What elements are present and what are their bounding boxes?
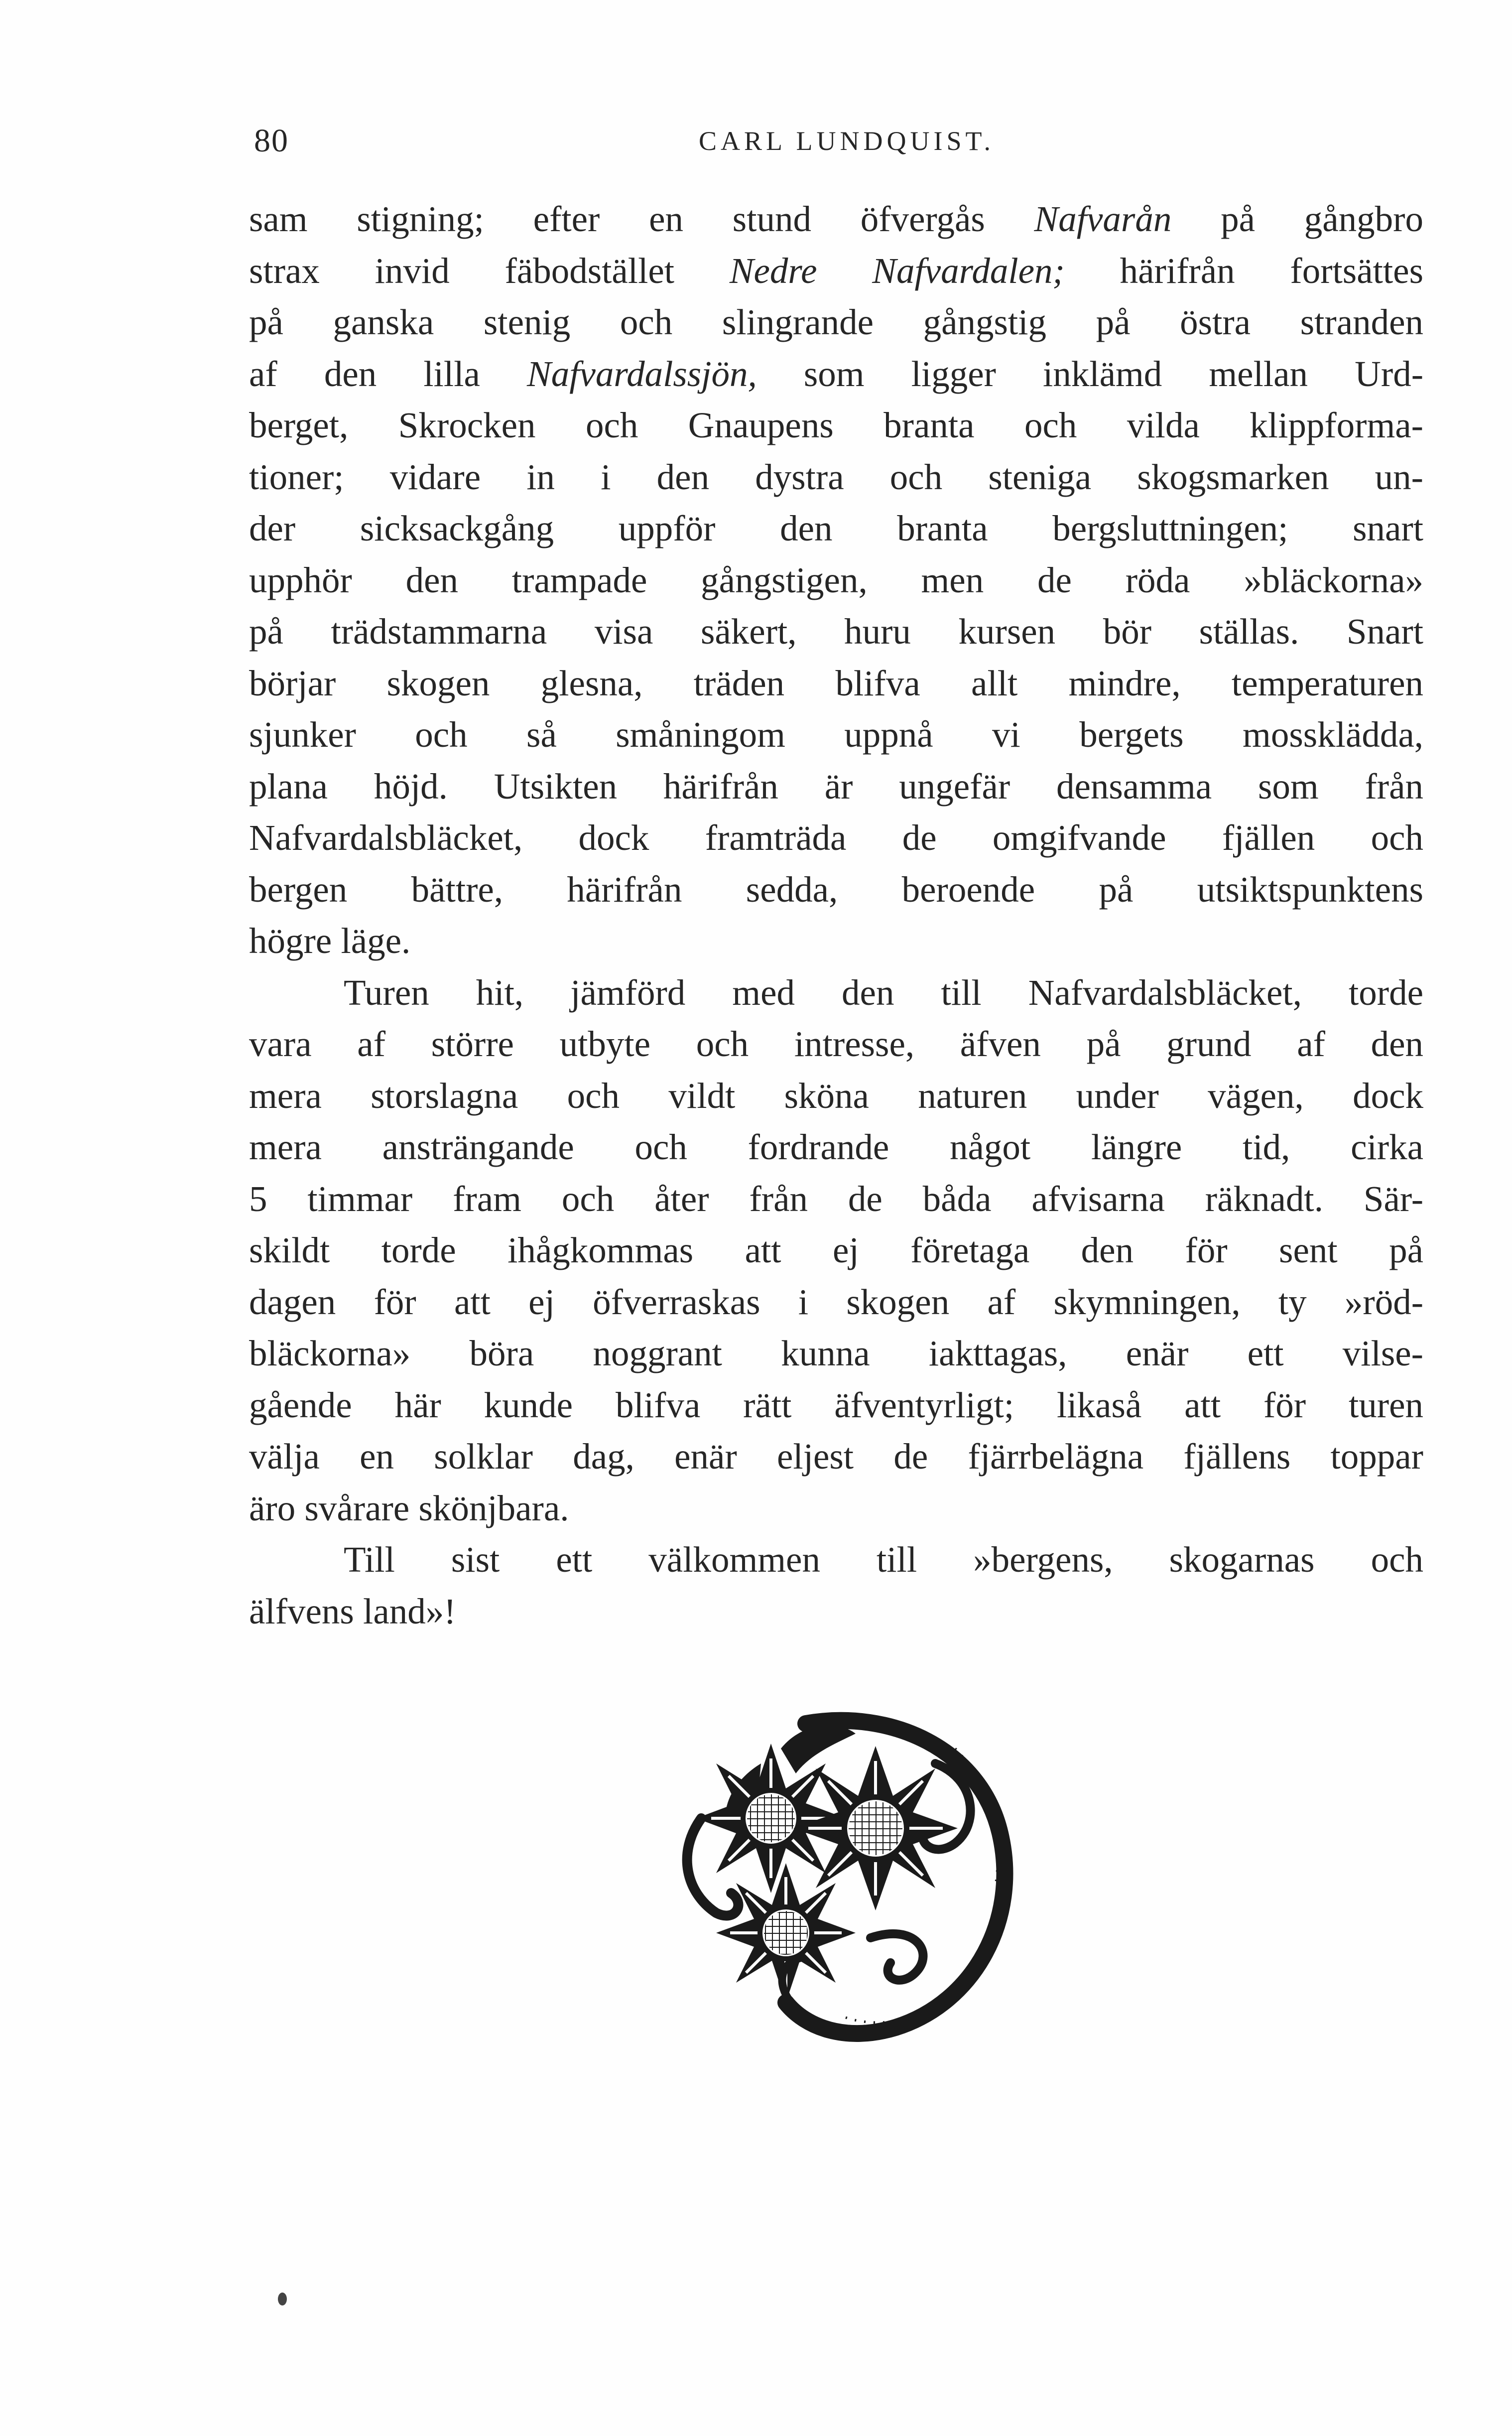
text-line: på trädstammarna visa säkert, huru kursen bör ställas. Snart: [249, 611, 1423, 652]
text-line: dagen för att ej öfverraskas i skogen af skymningen, ty »röd-: [249, 1281, 1423, 1322]
text-line: gående här kunde blifva rätt äfventyrligt; likaså att för turen: [249, 1384, 1423, 1425]
text-line: på ganska stenig och slingrande gångstig på östra stranden: [249, 302, 1423, 342]
text-line: upphör den trampade gångstigen, men de röda »bläckorna»: [249, 559, 1423, 600]
text-line: mera ansträngande och fordrande något längre tid, cirka: [249, 1127, 1423, 1167]
text-line: älfvens land»!: [249, 1591, 456, 1631]
text-line: strax invid fäbodstället Nedre Nafvardalen; härifrån fortsättes: [249, 250, 1423, 291]
text-line: mera storslagna och vildt sköna naturen under vägen, dock: [249, 1075, 1423, 1116]
text-line: plana höjd. Utsikten härifrån är ungefär densamma som från: [249, 766, 1423, 807]
text-line: af den lilla Nafvardalssjön, som ligger inklämd mellan Urd-: [249, 353, 1423, 394]
text-line: sam stigning; efter en stund öfvergås Nafvarån på gångbro: [249, 199, 1423, 239]
text-line: högre läge.: [249, 921, 411, 961]
text-line: berget, Skrocken och Gnaupens branta och vilda klippforma-: [249, 405, 1423, 445]
running-title: CARL LUNDQUIST.: [699, 126, 995, 156]
text-line: äro svårare skönjbara.: [249, 1488, 569, 1528]
text-line: bläckorna» böra noggrant kunna iakttagas, enär ett vilse-: [249, 1333, 1423, 1373]
text-line: sjunker och så småningom uppnå vi bergets mossklädda,: [249, 714, 1423, 755]
text-line: Nafvardalsbläcket, dock framträda de omgifvande fjällen och: [249, 817, 1423, 858]
text-line: vara af större utbyte och intresse, äfven på grund af den: [249, 1024, 1423, 1064]
page-number: 80: [254, 123, 289, 159]
text-line: bergen bättre, härifrån sedda, beroende på utsiktspunktens: [249, 869, 1423, 910]
text-line: börjar skogen glesna, träden blifva allt mindre, temperaturen: [249, 663, 1423, 703]
body-text: [249, 193, 1423, 1637]
text-line: tioner; vidare in i den dystra och steniga skogsmarken un-: [249, 456, 1423, 497]
text-line: Till sist ett välkommen till »bergens, skogarnas och: [344, 1539, 1423, 1580]
floral-vignette-icon: [656, 1704, 1025, 2042]
text-line: 5 timmar fram och åter från de båda afvisarna räknadt. Sär-: [249, 1178, 1423, 1219]
text-line: skildt torde ihågkommas att ej företaga den för sent på: [249, 1230, 1423, 1270]
ink-speck: [278, 2293, 287, 2305]
running-head: [254, 119, 1439, 163]
text-line: der sicksackgång uppför den branta bergsluttningen; snart: [249, 508, 1423, 548]
text-line: välja en solklar dag, enär eljest de fjärrbelägna fjällens toppar: [249, 1436, 1423, 1477]
text-line: Turen hit, jämförd med den till Nafvardalsbläcket, torde: [344, 972, 1423, 1013]
